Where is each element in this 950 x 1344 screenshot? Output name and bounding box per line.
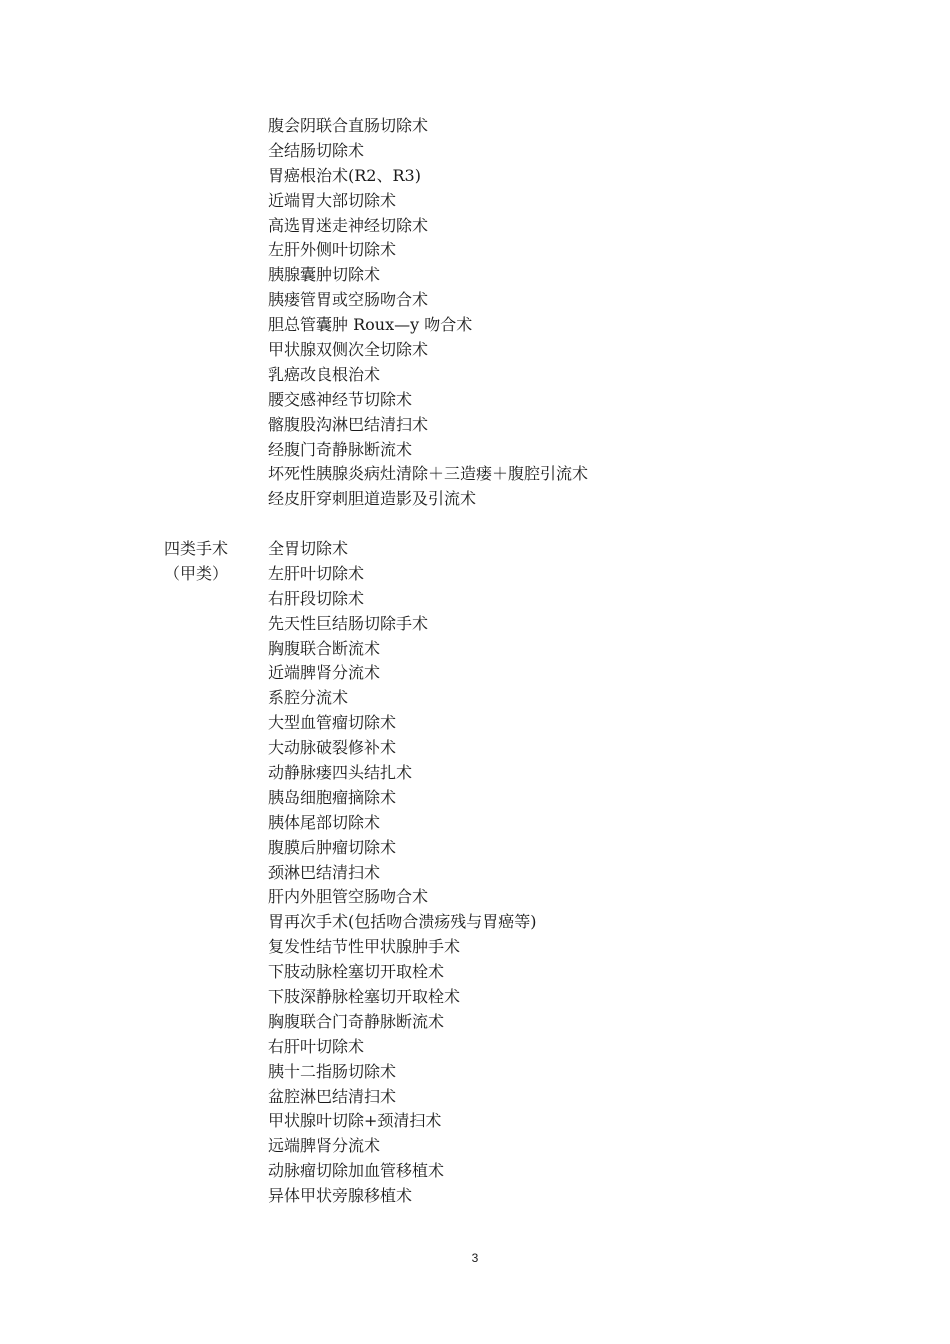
procedure-item: 甲状腺叶切除+颈清扫术 (268, 1111, 442, 1131)
procedure-item: 下肢动脉栓塞切开取栓术 (268, 962, 445, 982)
procedure-item: 胸腹联合断流术 (268, 638, 381, 658)
continued-procedure-list (268, 114, 588, 512)
procedure-item: 经腹门奇静脉断流术 (268, 439, 413, 459)
procedure-item: 大动脉破裂修补术 (268, 738, 397, 758)
procedure-item: 系腔分流术 (268, 688, 349, 708)
procedure-item: 胰瘘管胃或空肠吻合术 (268, 290, 429, 310)
procedure-item: 髂腹股沟淋巴结清扫术 (268, 414, 429, 434)
procedure-item: 胰十二指肠切除术 (268, 1061, 397, 1081)
procedure-item: 下肢深静脉栓塞切开取栓术 (268, 987, 461, 1007)
procedure-item: 左肝外侧叶切除术 (268, 240, 397, 260)
class-four-procedure-list (268, 537, 537, 1209)
procedure-item: 腰交感神经节切除术 (268, 389, 413, 409)
procedure-item: 高选胃迷走神经切除术 (268, 215, 429, 235)
procedure-item: 胰腺囊肿切除术 (268, 265, 381, 285)
procedure-item: 全胃切除术 (268, 539, 349, 558)
procedure-item: 全结肠切除术 (268, 140, 365, 160)
procedure-item: 异体甲状旁腺移植术 (268, 1186, 413, 1206)
section-title: 四类手术 (163, 539, 228, 558)
procedure-item: 远端脾肾分流术 (268, 1136, 381, 1156)
procedure-item: 胰岛细胞瘤摘除术 (268, 787, 397, 807)
procedure-item: 乳癌改良根治术 (268, 364, 381, 384)
procedure-item: 近端胃大部切除术 (268, 190, 397, 210)
procedure-item: 盆腔淋巴结清扫术 (268, 1086, 397, 1106)
procedure-item: 左肝叶切除术 (268, 563, 365, 583)
section-label (156, 537, 236, 587)
procedure-item: 动脉瘤切除加血管移植术 (268, 1161, 445, 1181)
procedure-item: 经皮肝穿刺胆道造影及引流术 (268, 489, 477, 509)
procedure-item: 腹会阴联合直肠切除术 (268, 116, 429, 135)
section-subtitle: （甲类） (163, 563, 228, 583)
procedure-item: 复发性结节性甲状腺肿手术 (268, 937, 461, 957)
procedure-item: 胃再次手术(包括吻合溃疡残与胃癌等) (268, 912, 537, 932)
procedure-item: 胸腹联合门奇静脉断流术 (268, 1011, 445, 1031)
procedure-item: 肝内外胆管空肠吻合术 (268, 887, 429, 907)
procedure-item: 胰体尾部切除术 (268, 812, 381, 832)
procedure-item: 甲状腺双侧次全切除术 (268, 340, 429, 360)
procedure-item: 颈淋巴结清扫术 (268, 862, 381, 882)
procedure-item: 坏死性胰腺炎病灶清除＋三造瘘＋腹腔引流术 (268, 464, 589, 484)
page-number: 3 (471, 1251, 479, 1265)
procedure-item: 大型血管瘤切除术 (268, 713, 397, 733)
procedure-item: 腹膜后肿瘤切除术 (268, 837, 397, 857)
procedure-item: 胃癌根治术(R2、R3) (268, 165, 421, 185)
procedure-item: 胆总管囊肿 Roux—y 吻合术 (268, 315, 473, 335)
procedure-item: 动静脉瘘四头结扎术 (268, 763, 413, 783)
procedure-item: 右肝叶切除术 (268, 1036, 365, 1056)
procedure-item: 近端脾肾分流术 (268, 663, 381, 683)
procedure-item: 先天性巨结肠切除手术 (268, 613, 429, 633)
procedure-item: 右肝段切除术 (268, 588, 365, 608)
